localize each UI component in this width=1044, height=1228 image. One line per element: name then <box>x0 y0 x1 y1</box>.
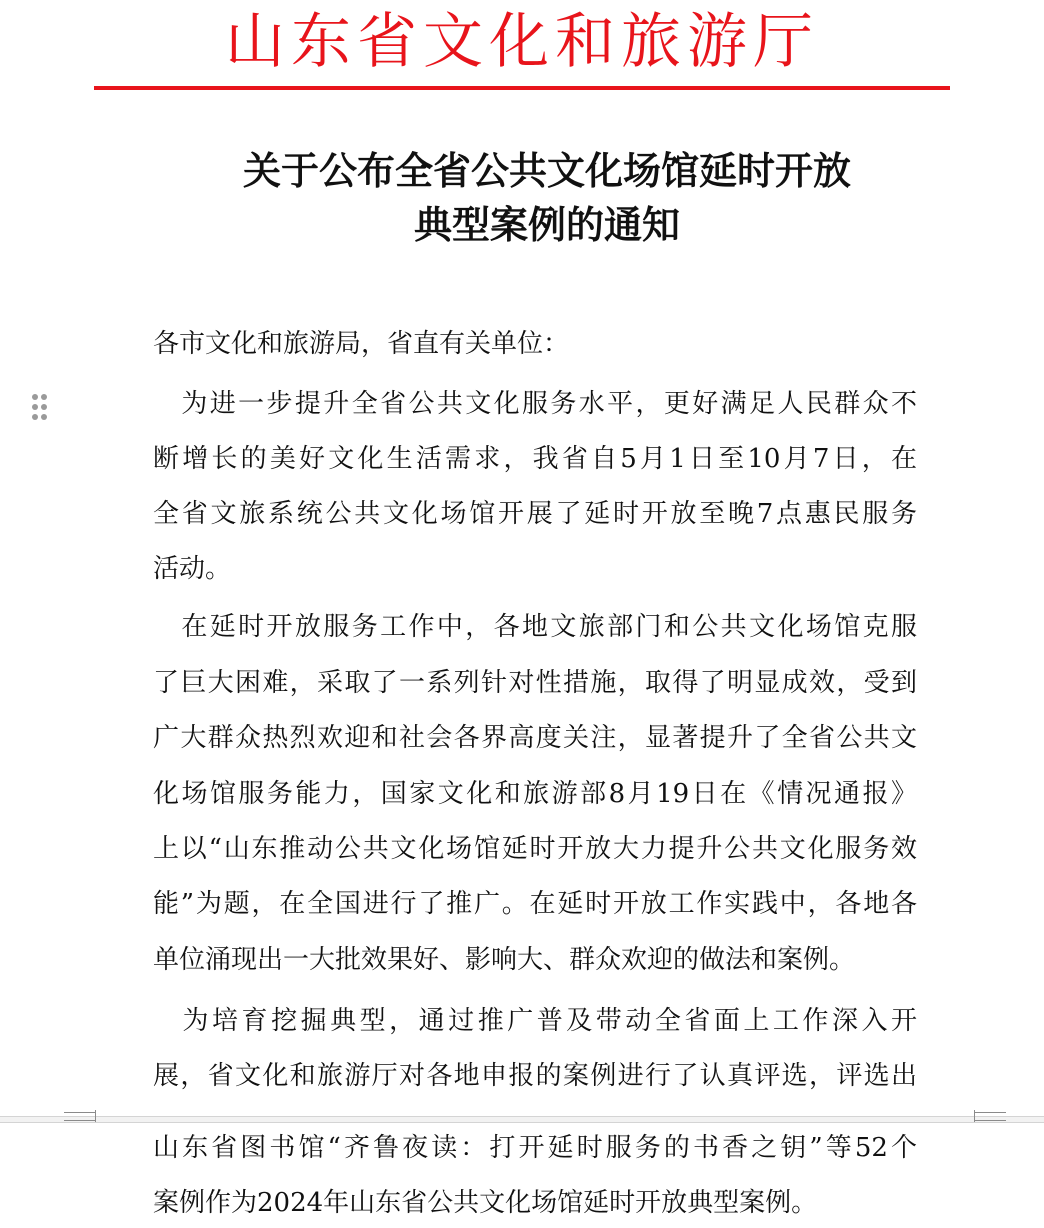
paragraph-line: 在延时开放服务工作中，各地文旅部门和公共文化场馆克服 <box>153 612 917 642</box>
paragraph-line: 案例作为2024年山东省公共文化场馆延时开放典型案例。 <box>153 1188 818 1218</box>
paragraph-line: 了巨大困难，采取了一系列针对性措施，取得了明显成效，受到 <box>153 668 917 698</box>
paragraph-line: 山东省图书馆“齐鲁夜读：打开延时服务的书香之钥”等52个 <box>153 1133 917 1163</box>
page-break <box>0 1116 1044 1123</box>
paragraph-line: 广大群众热烈欢迎和社会各界高度关注，显著提升了全省公共文 <box>153 723 917 753</box>
page-corner-marker-icon <box>974 1110 1006 1122</box>
page-corner-marker-icon <box>64 1110 96 1122</box>
document-title-line-1: 关于公布全省公共文化场馆延时开放 <box>242 149 851 193</box>
paragraph-line: 全省文旅系统公共文化场馆开展了延时开放至晚7点惠民服务 <box>153 499 917 529</box>
document-title-line-2: 典型案例的通知 <box>413 203 680 247</box>
paragraph-line: 化场馆服务能力，国家文化和旅游部8月19日在《情况通报》 <box>153 779 917 809</box>
document-title <box>120 144 974 252</box>
red-header-rule <box>94 86 950 90</box>
salutation: 各市文化和旅游局，省直有关单位： <box>153 329 570 359</box>
paragraph-line: 为培育挖掘典型，通过推广普及带动全省面上工作深入开 <box>153 1006 917 1036</box>
drag-handle-icon[interactable] <box>30 392 50 422</box>
paragraph-line: 为进一步提升全省公共文化服务水平，更好满足人民群众不 <box>153 389 917 419</box>
paragraph-line: 展，省文化和旅游厅对各地申报的案例进行了认真评选，评选出 <box>153 1061 917 1091</box>
issuer-header: 山东省文化和旅游厅 <box>225 7 819 77</box>
paragraph-line: 单位涌现出一大批效果好、影响大、群众欢迎的做法和案例。 <box>153 945 856 975</box>
paragraph-line: 上以“山东推动公共文化场馆延时开放大力提升公共文化服务效 <box>153 834 917 864</box>
paragraph-line: 能”为题，在全国进行了推广。在延时开放工作实践中，各地各 <box>153 889 917 919</box>
paragraph-line: 活动。 <box>153 554 232 584</box>
paragraph-line: 断增长的美好文化生活需求，我省自5月1日至10月7日，在 <box>153 444 917 474</box>
